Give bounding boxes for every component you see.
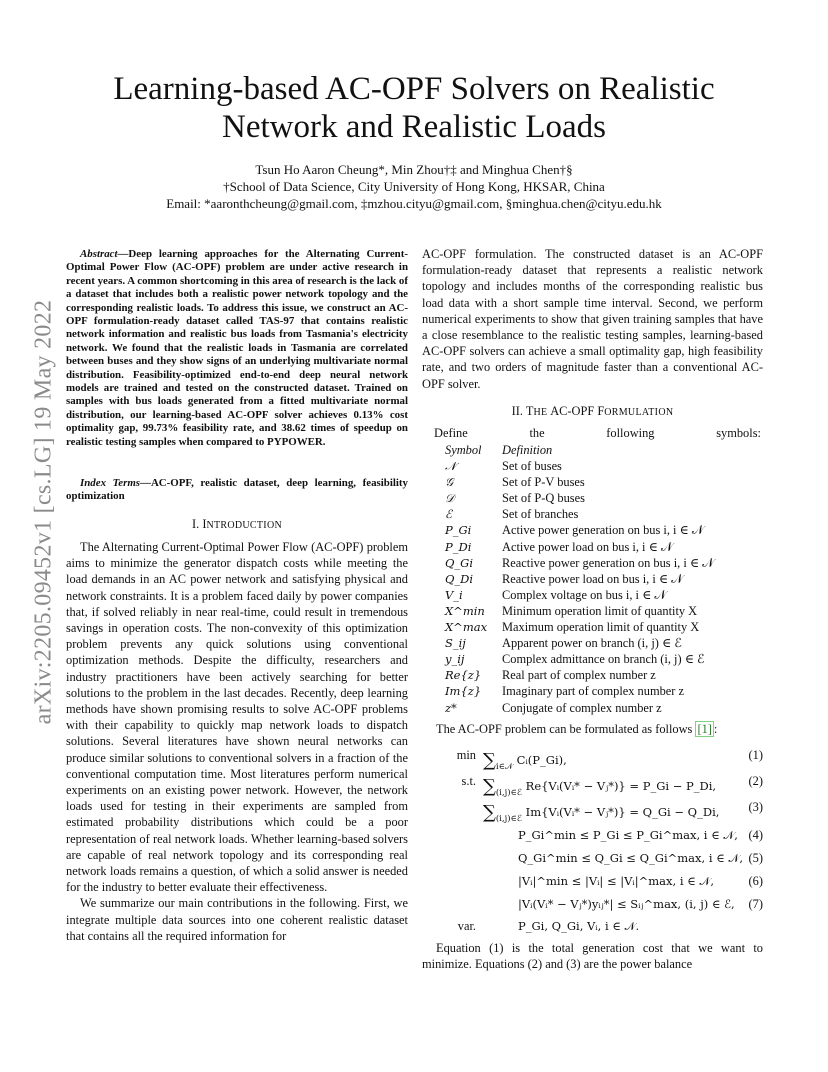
definition-cell: Active power generation on bus i, i ∈ 𝒩 [502, 523, 704, 538]
abstract-text: —Deep learning approaches for the Alternating Current-Optimal Power Flow (AC-OPF) problem are under active research in recent years. A common shortcoming in this area of research is the lack of a dataset that includes both a realistic power network topology and the corresponding realistic loads. To address this issue, we construct an AC-OPF formulation-ready dataset called TAS-97 that contains realistic network information and realistic bus loads from Tasmania's electricity network. We found that the realistic loads in Tasmania are correlated between buses and they show signs of an underlying multivariate normal distribution. Feasibility-optimized end-to-end deep neural network models are trained and tested on the constructed dataset. Trained on samples with bus loads generated from a fitted multivariate normal distribution, our learning-based AC-OPF solver achieves 0.13% cost optimality gap, 99.73% feasibility rate, and 38.62 times of speedup on realistic testing samples when compared to PYPOWER. [66, 248, 408, 448]
symbol-row [445, 490, 714, 506]
symbol-cell: P_Di [445, 539, 472, 554]
symbol-cell: X^min [445, 603, 485, 618]
summation-index: (i,j)∈ℰ [495, 788, 522, 798]
equation-number: (6) [748, 874, 763, 888]
symbol-cell: ℰ [445, 507, 452, 522]
definition-cell: Set of buses [502, 459, 562, 474]
author-block [60, 161, 768, 212]
equation-expression: P_Gi^min ≤ P_Gi ≤ P_Gi^max, i ∈ 𝒩, [518, 828, 738, 842]
equation-expression: Re{Vᵢ(Vᵢ* − Vⱼ*)} = P_Gi − P_Di, [525, 779, 717, 793]
symbol-row [445, 506, 714, 522]
equation-row [436, 897, 763, 915]
section-heading-introduction [66, 517, 408, 532]
equation-number: (3) [748, 800, 763, 814]
symbol-row [445, 458, 714, 474]
arxiv-id[interactable]: arXiv:2205.09452v1 [cs.LG] 19 May 2022 [30, 299, 57, 725]
symbol-cell: Re{z} [445, 668, 482, 683]
definition-cell: Reactive power load on bus i, i ∈ 𝒩 [502, 571, 684, 586]
section-title-he: HE [533, 407, 551, 418]
formulation-text: The AC-OPF problem can be formulated as follows [436, 722, 696, 736]
equation-number: (1) [748, 748, 763, 762]
equation-expression: Im{Vᵢ(Vᵢ* − Vⱼ*)} = Q_Gi − Q_Di, [525, 805, 720, 819]
define-word: Define [434, 426, 468, 440]
equation-expression: |Vᵢ(Vᵢ* − Vⱼ*)yᵢⱼ*| ≤ Sᵢⱼ^max, (i, j) ∈ ℰ, [518, 897, 735, 911]
citation-link[interactable]: [1] [697, 722, 712, 736]
symbol-row [445, 700, 714, 716]
author-names: Tsun Ho Aaron Cheung*, Min Zhou†‡ and Minghua Chen†§ [255, 162, 573, 177]
define-word: symbols: [716, 426, 761, 440]
symbol-row [445, 539, 714, 555]
symbol-cell: Q_Gi [445, 555, 474, 570]
definition-cell: Set of P-Q buses [502, 491, 585, 506]
title-line-2: Network and Realistic Loads [222, 109, 606, 145]
equation-expression: Cᵢ(P_Gi), [516, 753, 567, 767]
symbol-cell: 𝒟 [445, 491, 455, 506]
index-terms-text: —AC-OPF, realistic dataset, deep learning, feasibility optimization [66, 477, 408, 503]
symbol-row [445, 587, 714, 603]
symbol-row [445, 635, 714, 651]
symbol-row [445, 683, 714, 699]
definition-cell: Complex voltage on bus i, i ∈ 𝒩 [502, 587, 667, 602]
author-affiliation: †School of Data Science, City University of Hong Kong, HKSAR, China [223, 179, 605, 194]
equation-body [483, 748, 567, 772]
equation-number: (2) [748, 774, 763, 788]
title-line-1: Learning-based AC-OPF Solvers on Realistic [113, 71, 715, 107]
symbol-row [445, 555, 714, 571]
summation-symbol: ∑ [483, 750, 496, 771]
define-word: the [529, 426, 545, 440]
definition-cell: Maximum operation limit of quantity X [502, 620, 700, 635]
equation-body [483, 774, 717, 798]
paper-title [60, 70, 768, 146]
equation-label: s.t. [461, 774, 476, 788]
formulation-intro [436, 722, 717, 737]
equation-number: (7) [748, 897, 763, 911]
equation-row [436, 874, 763, 892]
section-title-rest: NTRODUCTION [206, 520, 282, 531]
equation-expression: |Vᵢ|^min ≤ |Vᵢ| ≤ |Vᵢ|^max, i ∈ 𝒩, [518, 874, 714, 888]
definition-cell: Conjugate of complex number z [502, 700, 662, 715]
equation-body [483, 800, 720, 824]
symbol-row [445, 619, 714, 635]
equation-body [518, 897, 735, 911]
symbol-cell: y_ij [445, 652, 465, 667]
define-word: following [606, 426, 655, 440]
definition-cell: Minimum operation limit of quantity X [502, 603, 698, 618]
equation-body [518, 828, 738, 843]
intro-paragraph-1: The Alternating Current-Optimal Power Flow (AC-OPF) problem aims to minimize the generator dispatch costs while meeting the load demands in an AC power network and satisfying physical and network constraints. It is a problem faced daily by power companies that, if solved reliably in near real-time, could result in tremendous savings in operation costs. The non-convexity of this optimization problem prevents any quick solutions using conventional optimization methods. Despite the difficulty, researchers and industry practitioners have been actively searching for better solutions to the problem in the last decades. Recently, deep learning methods have shown promising results to solve AC-OPF problems with their capability to quickly map network loads to dispatch solutions. Several literatures have shown neural networks can produce similar solutions to conventional solvers in a fraction of the conventional computation time. Most literatures perform numerical experiments on an existing power network. However, the network loads used for testing in their experiments are sampled from estimated probability distributions which could be a poor representation of real network loads. Whether learning-based solvers are capable of real network topology and its corresponding real network loads remains a question, of which a solid answer is needed for the industry to better evaluate their effectiveness. [66, 540, 408, 895]
abstract-label: Abstract [80, 248, 118, 260]
equation-body [518, 851, 743, 866]
symbol-column-header: Symbol [445, 443, 482, 457]
summation-index: (i,j)∈ℰ [495, 814, 522, 824]
equation-row [436, 851, 763, 869]
definition-cell: Apparent power on branch (i, j) ∈ ℰ [502, 636, 682, 651]
formulation-colon: : [713, 722, 718, 736]
equation-number: (5) [748, 851, 763, 865]
symbol-cell: 𝒢 [445, 475, 454, 490]
section-title-rest: ORMULATION [604, 407, 674, 418]
symbol-cell: V_i [445, 587, 463, 602]
definition-cell: Imaginary part of complex number z [502, 684, 685, 699]
equation-number: (4) [748, 828, 763, 842]
equation-row [436, 748, 763, 772]
equation-body [518, 874, 714, 889]
symbol-cell: P_Gi [445, 523, 472, 538]
symbol-row [445, 571, 714, 587]
right-column-bottom-paragraph [422, 940, 763, 972]
symbol-cell: Im{z} [445, 684, 482, 699]
definition-cell: Set of branches [502, 507, 579, 522]
symbol-row [445, 603, 714, 619]
definition-cell: Reactive power generation on bus i, i ∈ 𝒩 [502, 555, 715, 570]
symbol-row [445, 522, 714, 538]
symbol-row [445, 474, 714, 490]
section-number: I. [192, 517, 203, 531]
equation-body [518, 919, 639, 934]
index-terms-label: Index Terms [80, 477, 141, 489]
equation-label: var. [457, 919, 476, 933]
section-title-acopf: AC-OPF F [550, 404, 605, 418]
symbol-cell: Q_Di [445, 571, 474, 586]
equation-expression: P_Gi, Q_Gi, Vᵢ, i ∈ 𝒩. [518, 919, 640, 933]
equation-row [436, 828, 763, 846]
introduction-body [66, 539, 408, 944]
section-heading-formulation [422, 404, 763, 419]
definition-column-header: Definition [502, 443, 553, 457]
symbol-row [445, 667, 714, 683]
equation-description: Equation (1) is the total generation cost that we want to minimize. Equations (2) and (3) are the power balance [422, 941, 763, 972]
definition-cell: Active power load on bus i, i ∈ 𝒩 [502, 539, 673, 554]
symbol-row [445, 651, 714, 667]
definition-cell: Set of P-V buses [502, 475, 585, 490]
equation-expression: Q_Gi^min ≤ Q_Gi ≤ Q_Gi^max, i ∈ 𝒩, [518, 851, 744, 865]
symbol-cell: 𝒩 [445, 459, 457, 474]
symbol-cell: z* [445, 700, 457, 715]
abstract [66, 248, 408, 449]
definition-cell: Complex admittance on branch (i, j) ∈ ℰ [502, 652, 705, 667]
intro-paragraph-2: We summarize our main contributions in the following. First, we integrate multiple data sources into one coherent realistic dataset that contains all the required information for [66, 896, 408, 943]
symbol-intro-line [434, 426, 761, 441]
equation-label: min [456, 748, 476, 762]
definition-cell: Real part of complex number z [502, 668, 656, 683]
symbol-table-header [445, 442, 714, 458]
symbol-table-rows [445, 458, 714, 716]
summation-index: i∈𝒩 [495, 762, 514, 772]
symbol-cell: X^max [445, 620, 488, 635]
equation-row [436, 919, 763, 937]
section-title-T: T [525, 404, 534, 418]
right-column-paragraph: AC-OPF formulation. The constructed dataset is an AC-OPF formulation-ready dataset that represents a realistic network topology and includes months of the corresponding realistic bus load data with a short sample time interval. Second, we perform numerical experiments to show that given training samples that have a close resemblance to the realistic testing samples, learning-based AC-OPF solvers can achieve a small optimality gap, high feasibility rate, and two orders of magnitude faster than a conventional AC-OPF solver. [422, 247, 763, 391]
symbol-table [445, 442, 714, 716]
index-terms [66, 477, 408, 504]
section-title-initial: I [202, 517, 207, 531]
author-emails[interactable]: Email: *aaronthcheung@gmail.com, ‡mzhou.cityu@gmail.com, §minghua.chen@cityu.edu.hk [166, 196, 662, 211]
section-number: II. [511, 404, 526, 418]
symbol-cell: S_ij [445, 636, 466, 651]
summation-symbol: ∑ [483, 776, 496, 797]
arxiv-watermark [14, 252, 74, 772]
summation-symbol: ∑ [483, 802, 496, 823]
